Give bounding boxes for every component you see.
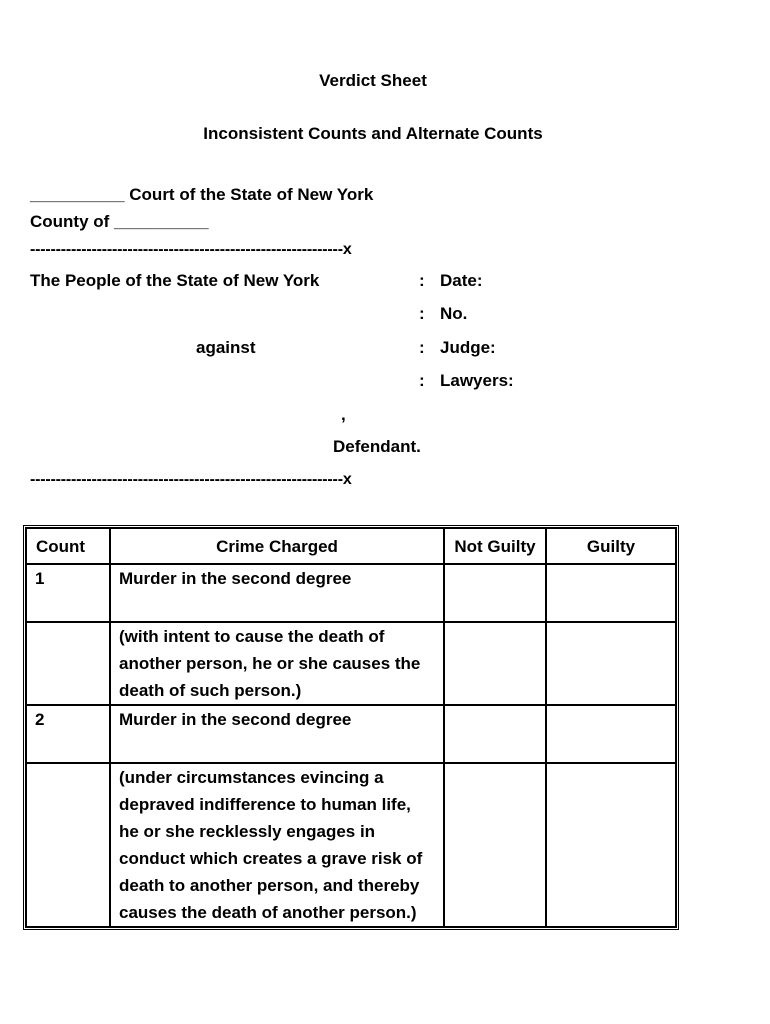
verdict-table	[23, 525, 679, 930]
judge-label: Judge:	[440, 338, 496, 357]
court-line: __________ Court of the State of New York	[30, 185, 374, 204]
guilty-box[interactable]	[546, 705, 676, 763]
description-line: another person, he or she causes the	[119, 654, 421, 673]
count-number: 2	[26, 705, 110, 763]
description-line: death of such person.)	[119, 681, 302, 700]
description-line: death to another person, and thereby	[119, 876, 420, 895]
defendant-name-comma: ,	[341, 405, 346, 424]
defendant-label: Defendant.	[333, 437, 421, 456]
table-row	[26, 564, 676, 622]
header-crime-charged: Crime Charged	[110, 528, 444, 564]
not-guilty-box[interactable]	[444, 564, 546, 622]
description-line: causes the death of another person.)	[119, 903, 417, 922]
header-guilty: Guilty	[546, 528, 676, 564]
people-line: The People of the State of New York	[30, 271, 320, 290]
not-guilty-box[interactable]	[444, 705, 546, 763]
colon: :	[419, 371, 425, 390]
count-number: 1	[26, 564, 110, 622]
caption-divider-bottom: -------------------------------------------------------------x	[30, 471, 352, 488]
description-line: (with intent to cause the death of	[119, 627, 385, 646]
colon: :	[419, 304, 425, 323]
guilty-box	[546, 763, 676, 927]
guilty-box	[546, 622, 676, 705]
table-header-row	[26, 528, 676, 564]
not-guilty-box	[444, 763, 546, 927]
colon: :	[419, 271, 425, 290]
document-subtitle: Inconsistent Counts and Alternate Counts	[203, 124, 543, 143]
table-row	[26, 622, 676, 705]
date-label: Date:	[440, 271, 483, 290]
caption-divider-top: -------------------------------------------------------------x	[30, 241, 352, 258]
crime-charged: Murder in the second degree	[110, 564, 444, 622]
header-count: Count	[26, 528, 110, 564]
document-title: Verdict Sheet	[319, 71, 427, 90]
number-label: No.	[440, 304, 468, 323]
lawyers-label: Lawyers:	[440, 371, 514, 390]
table-row	[26, 763, 676, 927]
description-line: (under circumstances evincing a	[119, 768, 384, 787]
description-line: depraved indifference to human life,	[119, 795, 411, 814]
not-guilty-box	[444, 622, 546, 705]
table-row	[26, 705, 676, 763]
count-number-empty	[26, 622, 110, 705]
crime-description	[110, 763, 444, 927]
county-line: County of __________	[30, 212, 209, 231]
header-not-guilty: Not Guilty	[444, 528, 546, 564]
description-line: conduct which creates a grave risk of	[119, 849, 423, 868]
colon: :	[419, 338, 425, 357]
guilty-box[interactable]	[546, 564, 676, 622]
description-line: he or she recklessly engages in	[119, 822, 376, 841]
crime-charged: Murder in the second degree	[110, 705, 444, 763]
crime-description	[110, 622, 444, 705]
against-label: against	[196, 338, 256, 357]
count-number-empty	[26, 763, 110, 927]
